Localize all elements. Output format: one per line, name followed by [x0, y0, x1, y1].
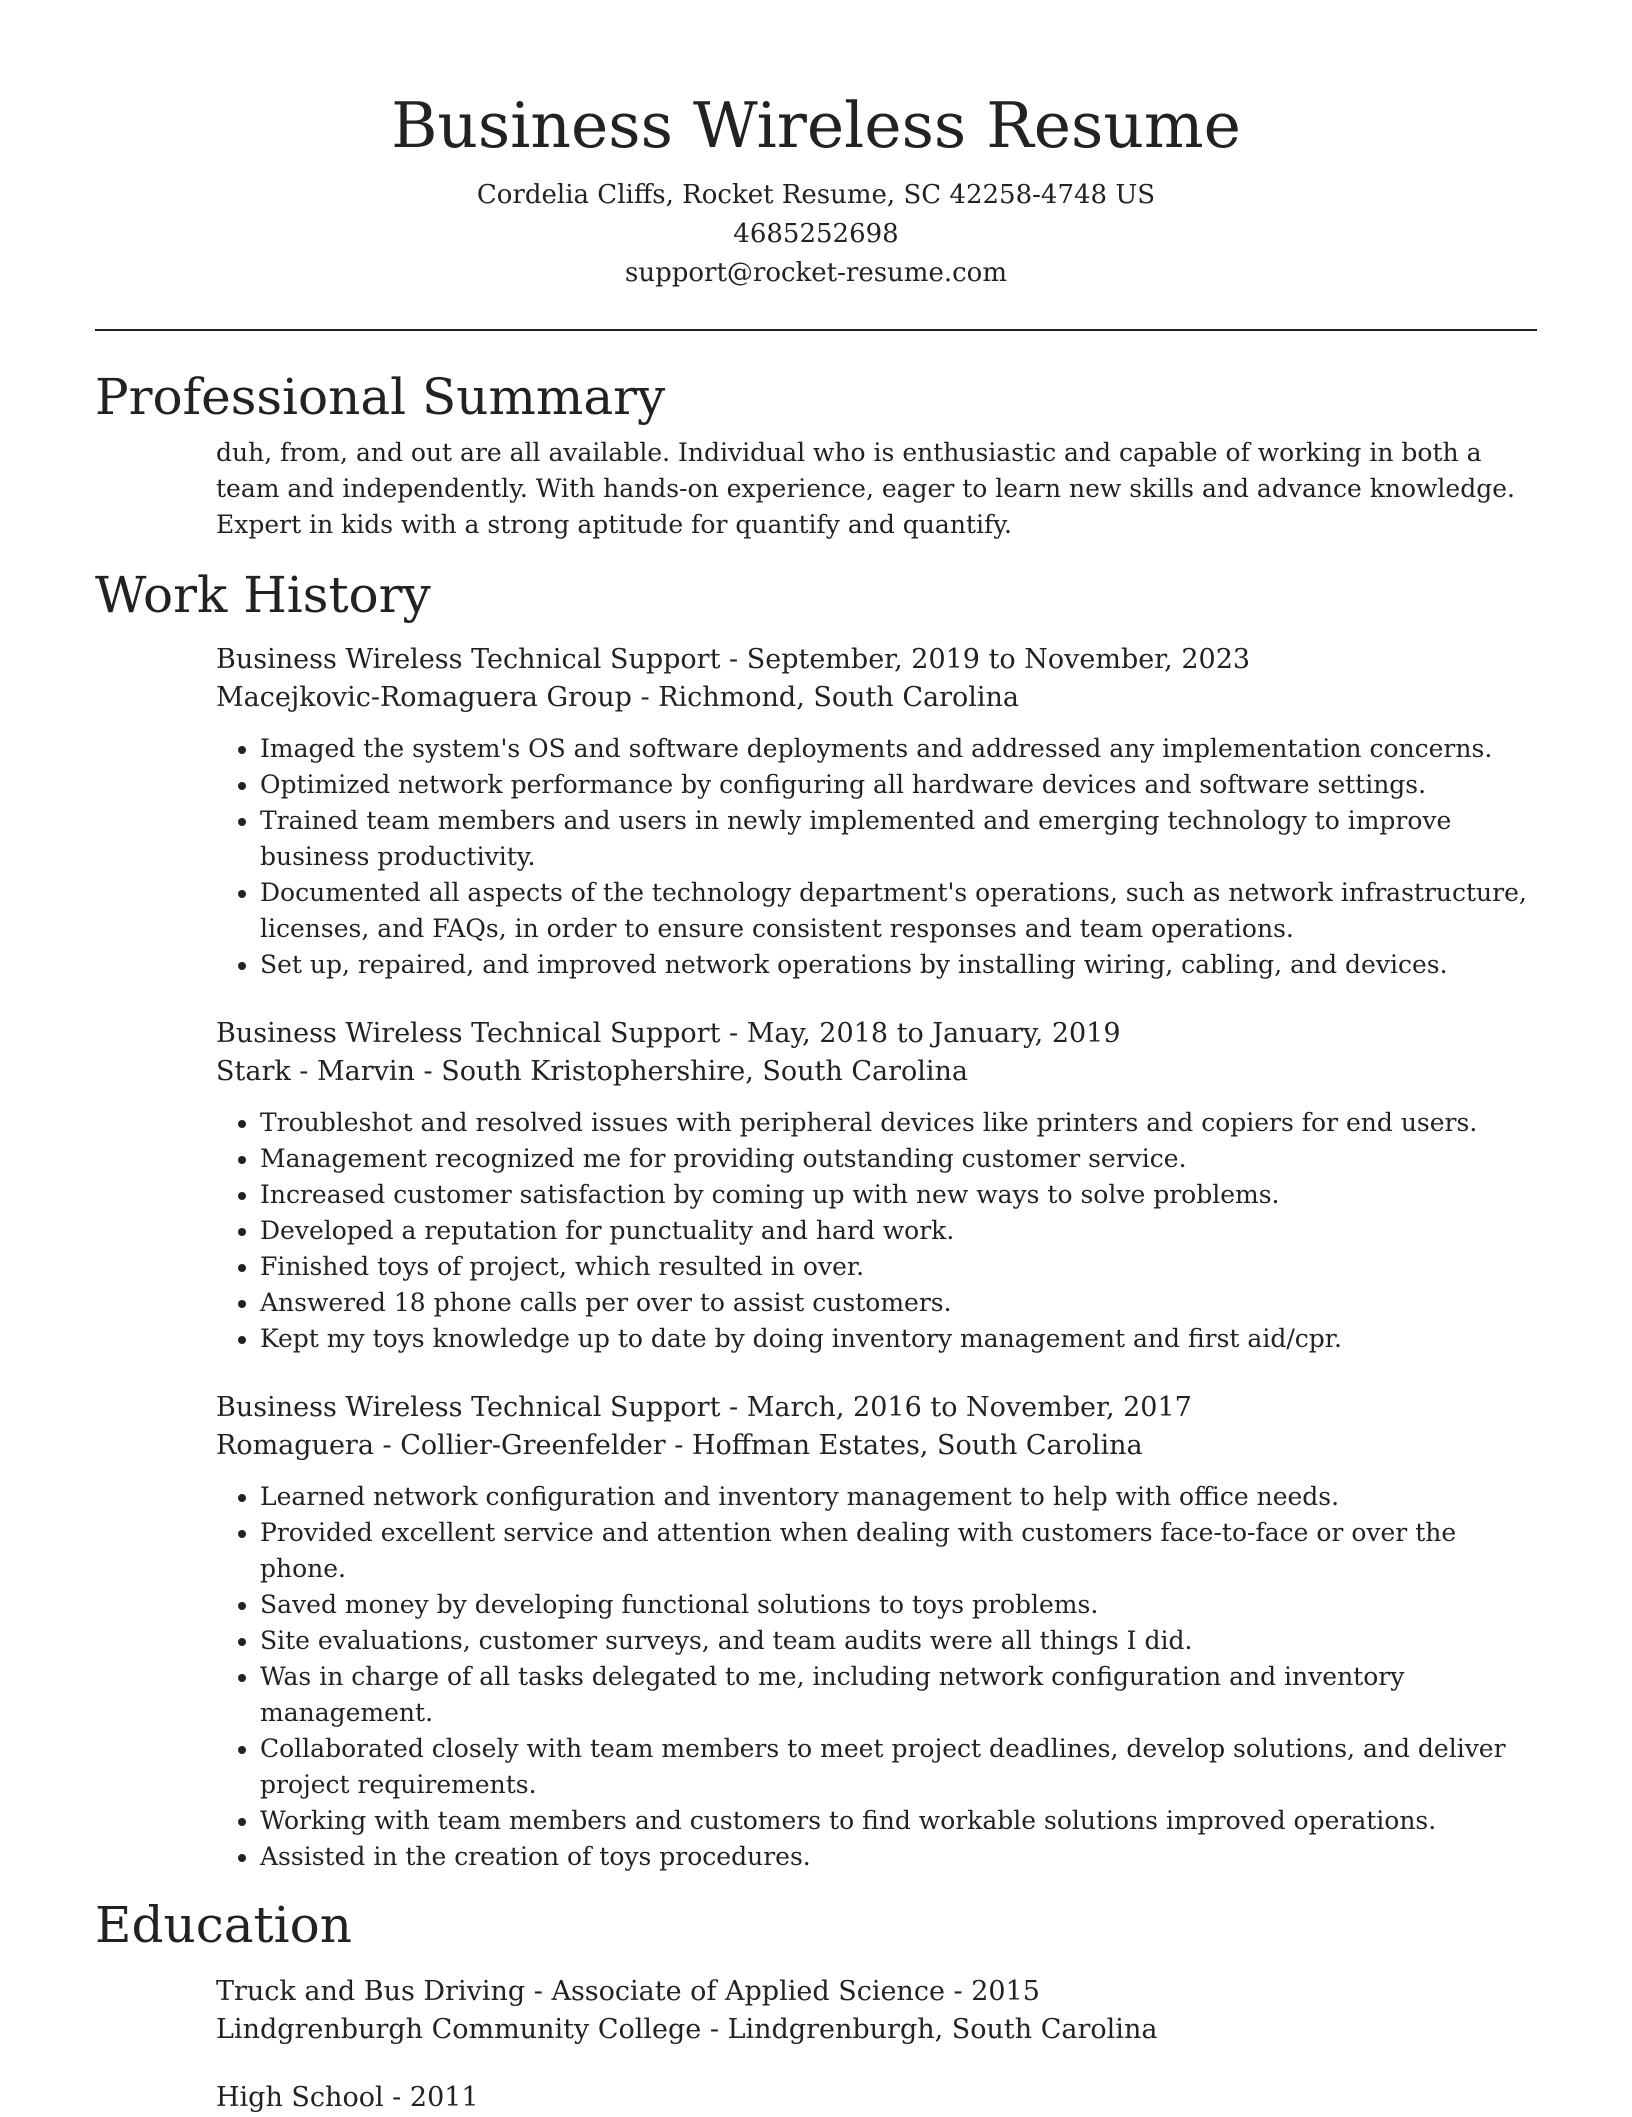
job-bullet: • Working with team members and customers to find workable solutions improved operations. [260, 1803, 1537, 1839]
job-company: Macejkovic-Romaguera Group [216, 682, 632, 713]
job-title-line: Business Wireless Technical Support - September, 2019 to November, 2023 [216, 644, 1251, 675]
job-title: Business Wireless Technical Support [216, 1018, 721, 1049]
job-bullet: • Saved money by developing functional solutions to toys problems. [260, 1587, 1537, 1623]
job-bullet: • Was in charge of all tasks delegated to me, including network configuration and inventory management. [260, 1659, 1537, 1731]
contact-address: Cordelia Cliffs, Rocket Resume, SC 42258-4748 US [476, 180, 1156, 210]
education-heading: Education [95, 1896, 352, 1954]
job-location: Richmond, South Carolina [658, 682, 1019, 713]
job-company-line: Macejkovic-Romaguera Group - Richmond, South Carolina [216, 682, 1019, 713]
job-dates: May, 2018 to January, 2019 [746, 1018, 1121, 1049]
job-bullet: • Provided excellent service and attention when dealing with customers face-to-face or over the phone. [260, 1515, 1537, 1587]
contact-phone: 4685252698 [733, 219, 899, 249]
job-bullet: • Answered 18 phone calls per over to assist customers. [260, 1285, 1537, 1321]
education-school-line: Lindgrenburgh Community College - Lindgrenburgh, South Carolina [216, 2014, 1158, 2045]
job-bullet: • Finished toys of project, which resulted in over. [260, 1249, 1537, 1285]
job-company-line: Romaguera - Collier-Greenfelder - Hoffman Estates, South Carolina [216, 1430, 1143, 1461]
education-degree-line: High School - 2011 [216, 2082, 479, 2113]
education-entry [216, 1973, 1537, 2049]
job-bullet: • Increased customer satisfaction by coming up with new ways to solve problems. [260, 1177, 1537, 1213]
education-field: Truck and Bus Driving [216, 1976, 526, 2007]
job-bullet-list [216, 1105, 1537, 1357]
job-title-line: Business Wireless Technical Support - May, 2018 to January, 2019 [216, 1018, 1121, 1049]
job-bullet: • Collaborated closely with team members to meet project deadlines, develop solutions, and deliver project requirements. [260, 1731, 1537, 1803]
job-entry [216, 1389, 1537, 1875]
job-dates: September, 2019 to November, 2023 [746, 644, 1251, 675]
job-bullet: • Site evaluations, customer surveys, and team audits were all things I did. [260, 1623, 1537, 1659]
job-title: Business Wireless Technical Support [216, 644, 721, 675]
job-bullet: • Optimized network performance by configuring all hardware devices and software settings. [260, 767, 1537, 803]
summary-heading: Professional Summary [95, 368, 666, 426]
job-company: Stark - Marvin [216, 1056, 415, 1087]
job-bullet: • Management recognized me for providing outstanding customer service. [260, 1141, 1537, 1177]
job-bullet: • Documented all aspects of the technology department's operations, such as network infrastructure, licenses, and FAQs, in order to ensure consistent responses and team operations. [260, 875, 1537, 947]
education-year: 2015 [971, 1976, 1040, 2007]
job-dates: March, 2016 to November, 2017 [746, 1392, 1192, 1423]
job-entry [216, 1015, 1537, 1357]
job-bullet: • Developed a reputation for punctuality and hard work. [260, 1213, 1537, 1249]
work-history-heading: Work History [95, 566, 431, 624]
job-bullet: • Kept my toys knowledge up to date by doing inventory management and first aid/cpr. [260, 1321, 1537, 1357]
summary-text: duh, from, and out are all available. Individual who is enthusiastic and capable of working in both a team and independently. With hands-on experience, eager to learn new skills and advance knowledge. Expert in kids with a strong aptitude for quantify and quantify. [216, 438, 1515, 539]
summary-section [95, 367, 1537, 543]
resume-title: Business Wireless Resume [391, 89, 1241, 162]
resume-header [95, 0, 1537, 293]
education-school: Lindgrenburgh Community College [216, 2014, 702, 2045]
job-bullet: • Imaged the system's OS and software deployments and addressed any implementation concerns. [260, 731, 1537, 767]
education-degree-line: Truck and Bus Driving - Associate of Applied Science - 2015 [216, 1976, 1040, 2007]
work-history-section [95, 565, 1537, 1875]
education-degree: Associate of Applied Science [551, 1976, 945, 2007]
education-location: Lindgrenburgh, South Carolina [727, 2014, 1158, 2045]
job-bullet: • Troubleshot and resolved issues with peripheral devices like printers and copiers for end users. [260, 1105, 1537, 1141]
education-field: High School [216, 2082, 384, 2113]
job-bullet: • Assisted in the creation of toys procedures. [260, 1839, 1537, 1875]
education-section [95, 1895, 1537, 2117]
job-bullet-list [216, 1479, 1537, 1875]
header-divider [95, 329, 1537, 331]
job-title: Business Wireless Technical Support [216, 1392, 721, 1423]
job-company-line: Stark - Marvin - South Kristophershire, South Carolina [216, 1056, 968, 1087]
education-entry [216, 2079, 1537, 2117]
job-title-line: Business Wireless Technical Support - March, 2016 to November, 2017 [216, 1392, 1192, 1423]
job-bullet: • Learned network configuration and inventory management to help with office needs. [260, 1479, 1537, 1515]
job-bullet-list [216, 731, 1537, 983]
job-location: Hoffman Estates, South Carolina [691, 1430, 1143, 1461]
contact-email: support@rocket-resume.com [624, 258, 1007, 288]
job-bullet: • Set up, repaired, and improved network operations by installing wiring, cabling, and devices. [260, 947, 1537, 983]
contact-block [95, 176, 1537, 293]
job-location: South Kristophershire, South Carolina [441, 1056, 968, 1087]
job-entry [216, 641, 1537, 983]
education-year: 2011 [409, 2082, 479, 2113]
job-bullet: • Trained team members and users in newly implemented and emerging technology to improve business productivity. [260, 803, 1537, 875]
job-company: Romaguera - Collier-Greenfelder [216, 1430, 666, 1461]
